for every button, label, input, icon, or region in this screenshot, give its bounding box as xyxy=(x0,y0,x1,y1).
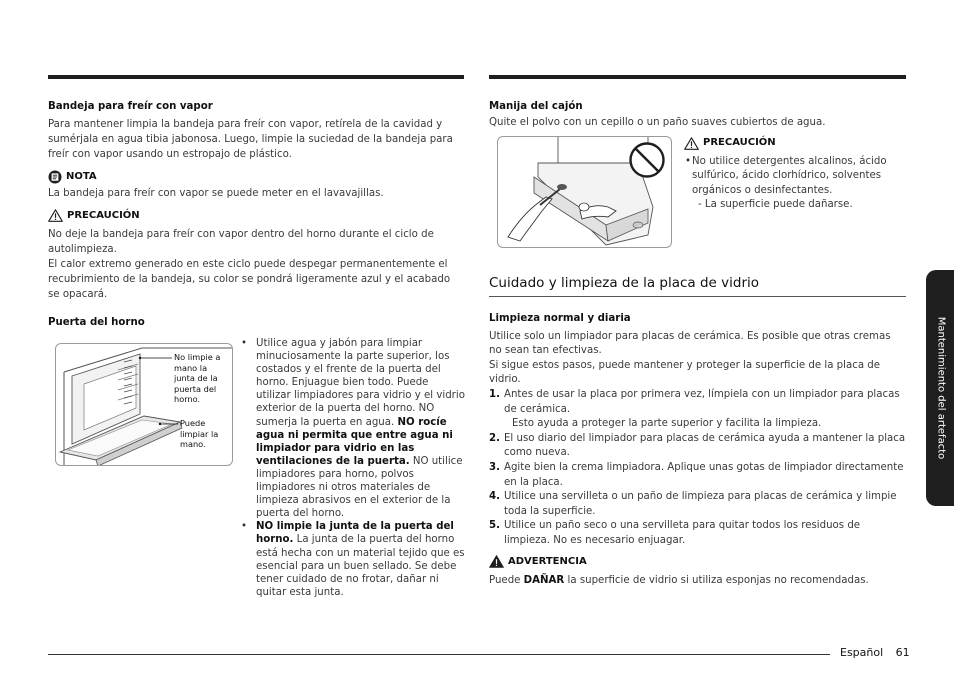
drawer-caution-label: PRECAUCIÓN xyxy=(703,137,776,148)
step-item: 5. Utilice un paño seco o una servilleta para quitar todos los residuos de limpieza. No es necesario enjuagar. xyxy=(489,520,861,546)
glass-top-subheading: Limpieza normal y diaria xyxy=(489,313,631,324)
footer-rule xyxy=(48,654,830,655)
oven-door-heading: Puerta del horno xyxy=(48,317,145,328)
right-top xyxy=(489,99,906,130)
step-item: 1. Antes de usar la placa por primera vez, límpiela con un limpiador para placas de cerámica. Esto ayuda a proteger la parte superior y facilita la limpieza. xyxy=(489,388,900,430)
step-item: 4. Utilice una servilleta o un paño de limpieza para placas de cerámica y limpie toda la superficie. xyxy=(489,491,897,517)
drawer-figure xyxy=(497,136,672,248)
bullet-1-bold: NO rocíe agua ni permita que entre agua ni limpiador para vidrio en las ventilaciones de la puerta. xyxy=(256,416,453,467)
drawer-caution xyxy=(684,136,906,213)
caution-label: PRECAUCIÓN xyxy=(67,210,140,221)
no-symbol-icon xyxy=(628,141,666,179)
right-top-rule xyxy=(489,75,906,79)
footer-page-number: 61 xyxy=(895,646,910,659)
note-label-row xyxy=(48,169,464,184)
left-top-rule xyxy=(48,75,464,79)
caution-icon xyxy=(684,137,699,150)
caution-icon xyxy=(48,209,63,222)
side-tab-label: Mantenimiento del artefacto xyxy=(935,316,947,460)
caution-text-1: No deje la bandeja para freír con vapor dentro del horno durante el ciclo de autolimpieza. xyxy=(48,229,434,255)
drawer-caution-bullet: • No utilice detergentes alcalinos, ácido sulfúrico, ácido clorhídrico, solventes orgánicos o desinfectantes. xyxy=(684,155,906,199)
warning-text: Puede DAÑAR la superficie de vidrio si utiliza esponjas no recomendadas. xyxy=(489,575,869,587)
side-tab xyxy=(926,270,954,506)
caution-label-row xyxy=(48,208,464,223)
caution-text-2: El calor extremo generado en este ciclo puede despegar permanentemente el recubrimiento de la bandeja, su color se pondrá ligeramente azul y el acabado se opacará. xyxy=(48,259,451,300)
step-item: 3. Agite bien la crema limpiadora. Aplique unas gotas de limpiador directamente en la placa. xyxy=(489,461,904,488)
footer-page xyxy=(840,646,910,659)
bullet-1-text-b: NO utilice limpiadores para horno, polvos limpiadores ni otros materiales de limpieza abrasivos en el exterior de la puerta del horno. xyxy=(256,455,463,520)
glass-top-steps xyxy=(489,388,906,549)
drawer-caution-sub: - La superficie puede dañarse. xyxy=(698,199,853,211)
glass-top-intro-1: Utilice solo un limpiador para placas de cerámica. Es posible que otras cremas no sean tan efectivas. xyxy=(489,330,891,357)
callout-gasket: No limpie a mano la junta de la puerta del horno. xyxy=(174,352,221,404)
oven-door-figure xyxy=(55,343,233,466)
note-label: NOTA xyxy=(66,171,97,182)
bullet-2-bold: NO limpie la junta de la puerta del horno. xyxy=(256,521,454,546)
left-column xyxy=(48,99,464,330)
warning-label-row xyxy=(489,555,906,570)
bullet-1-text-a: Utilice agua y jabón para limpiar minuciosamente la parte superior, los costados y el frente de la puerta del horno. Enjuague bien todo. Puede utilizar limpiadores para vidrio y el vidrio exterior de la puerta del horno. NO sumerja la puerta en agua. xyxy=(256,338,465,428)
drawer-handle-body: Quite el polvo con un cepillo o un paño suaves cubiertos de agua. xyxy=(489,117,826,128)
warning-icon xyxy=(489,555,504,568)
steam-tray-body: Para mantener limpia la bandeja para freír con vapor, retírela de la cavidad y sumérjala en agua tibia jabonosa. Luego, limpie la suciedad de la bandeja para freír con vapor usando un estropajo de plástico. xyxy=(48,119,453,160)
note-text: La bandeja para freír con vapor se puede meter en el lavavajillas. xyxy=(48,188,384,199)
glass-top-intro-2: Si sigue estos pasos, puede mantener y proteger la superficie de la placa de vidrio. xyxy=(489,359,881,386)
note-icon xyxy=(48,170,62,184)
bullet-item xyxy=(240,520,466,599)
bullet-2-text: La junta de la puerta del horno está hecha con un material tejido que es esencial para un buen sellado. Se debe tener cuidado de no frotar, dañar ni quitar esta junta. xyxy=(256,534,465,598)
bullet-item xyxy=(240,337,466,520)
drawer-caution-label-row xyxy=(684,136,906,151)
warning-label: ADVERTENCIA xyxy=(508,555,587,567)
footer-language: Español xyxy=(840,646,884,659)
callout-door: Puede limpiar la mano. xyxy=(180,418,219,449)
glass-top-title-rule xyxy=(489,296,906,297)
oven-door-bullets xyxy=(240,337,466,599)
steam-tray-heading: Bandeja para freír con vapor xyxy=(48,101,213,112)
step-item: 2. El uso diario del limpiador para placas de cerámica ayuda a mantener la placa como nueva. xyxy=(489,432,906,459)
drawer-handle-heading: Manija del cajón xyxy=(489,101,583,112)
glass-top-body xyxy=(489,312,906,589)
glass-top-title: Cuidado y limpieza de la placa de vidrio xyxy=(489,275,759,291)
